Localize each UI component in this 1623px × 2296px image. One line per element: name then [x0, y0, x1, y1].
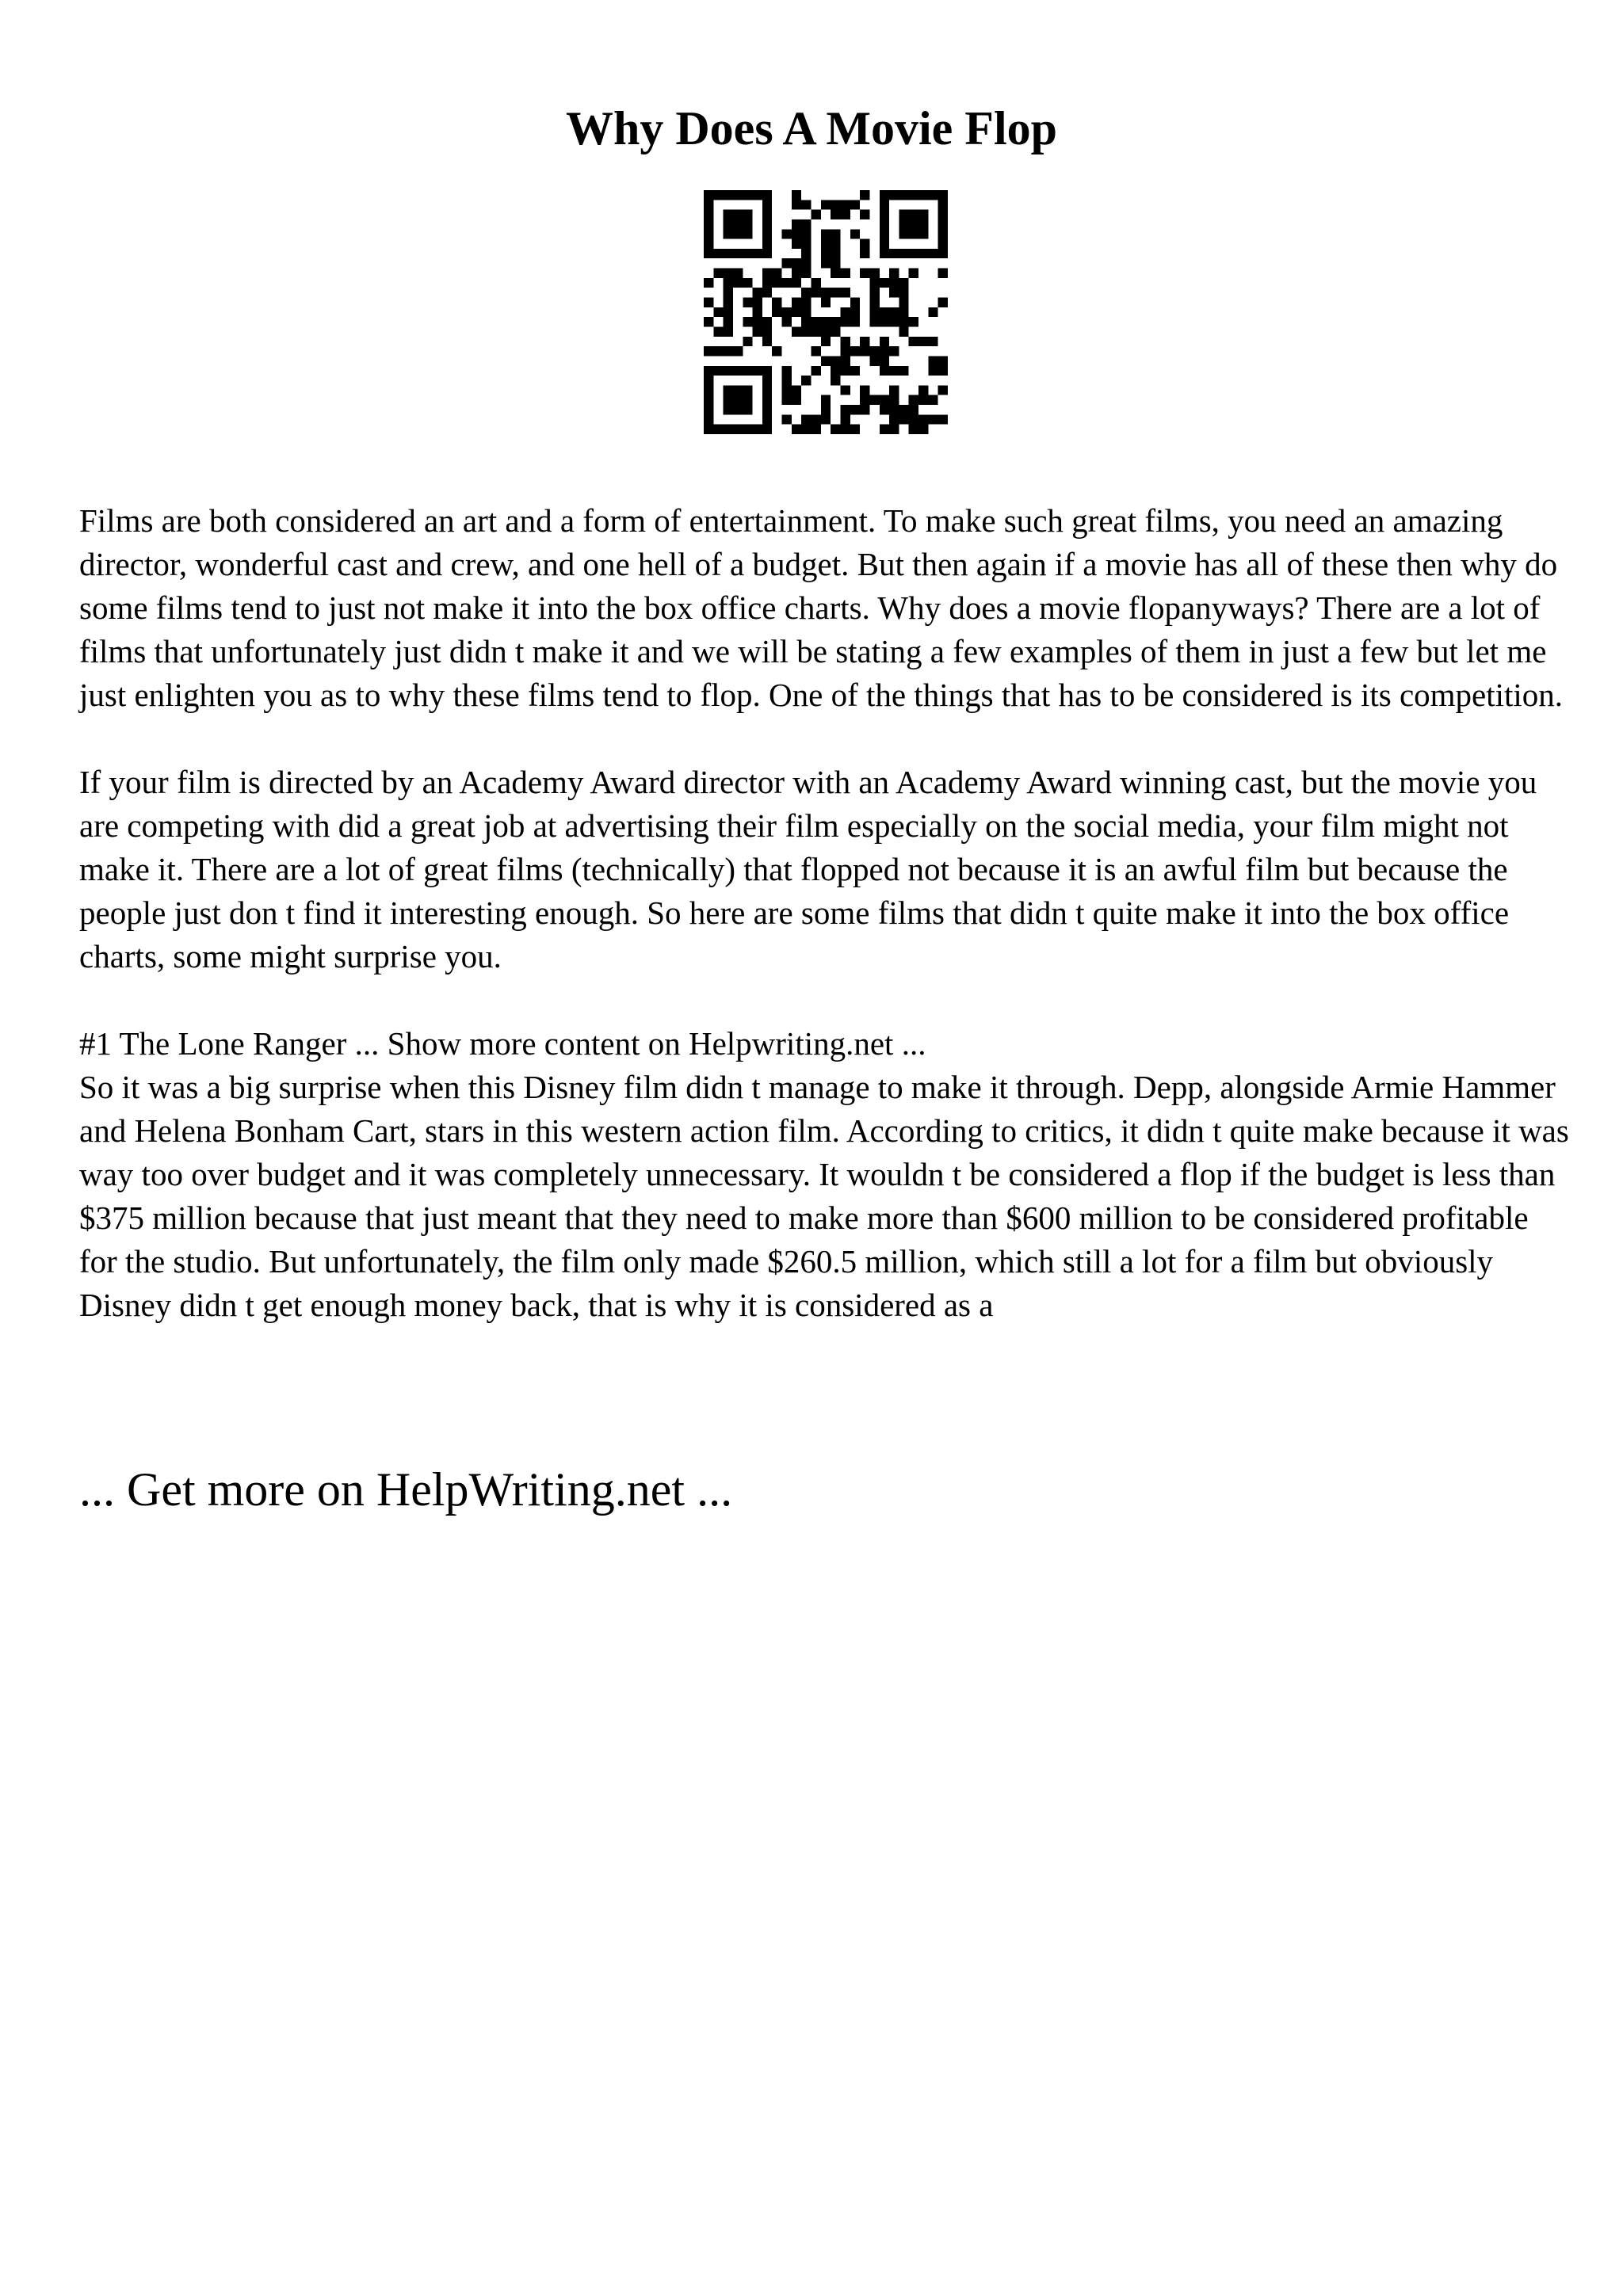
show-more-line: #1 The Lone Ranger ... Show more content on Helpwriting.net ...	[79, 1025, 926, 1062]
document-title: Why Does A Movie Flop	[565, 102, 1057, 154]
get-more-link[interactable]: ... Get more on HelpWriting.net ...	[79, 1463, 733, 1516]
paragraph-intro: Films are both considered an art and a form of entertainment. To make such great films, you need an amazing director, wonderful cast and crew, and one hell of a budget. But then again if a movie has all of these then why do some films tend to just not make it into the box office charts. Why does a movie flopanyways? There are a lot of films that unfortunately just didn t make it and we will be stating a few examples of them in just a few but let me just enlighten you as to why these films tend to flop. One of the things that has to be considered is its competition.	[79, 502, 1564, 713]
article-body	[79, 499, 1569, 1327]
paragraph-lone-ranger: So it was a big surprise when this Disney film didn t manage to make it through. Depp, alongside Armie Hammer and Helena Bonham Cart, stars in this western action film. According to critics, it didn t quite make because it was way too over budget and it was completely unnecessary. It wouldn t be considered a flop if the budget is less than $375 million because that just meant that they need to make more than $600 million to be considered profitable for the studio. But unfortunately, the film only made $260.5 million, which still a lot for a film but obviously Disney didn t get enough money back, that is why it is considered as a	[79, 1069, 1569, 1323]
qr-code-icon	[704, 190, 948, 434]
paragraph-competition: If your film is directed by an Academy Award director with an Academy Award winning cast, but the movie you are competing with did a great job at advertising their film especially on the social media, your film might not make it. There are a lot of great films (technically) that flopped not because it is an awful film but because the people just don t find it interesting enough. So here are some films that didn t quite make it into the box office charts, some might surprise you.	[79, 764, 1537, 974]
